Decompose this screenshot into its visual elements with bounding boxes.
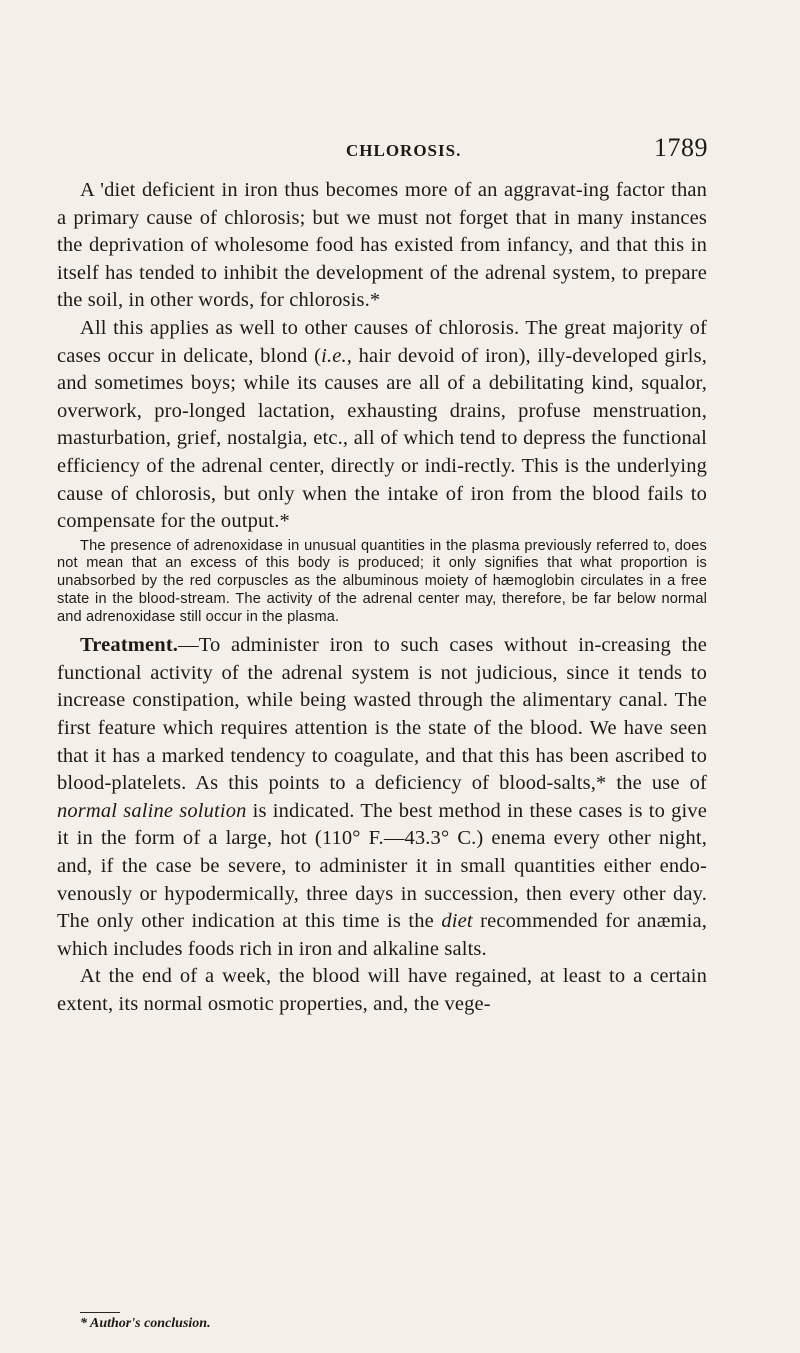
running-title: CHLOROSIS. — [346, 141, 462, 160]
treatment-segment: diet — [441, 910, 473, 933]
treatment-segment: —To administer iron to such cases without in-creasing the functional activity of the adrenal system is not judicious, since it tends to increase constipation, while being wasted through the alimentary canal. The first feature which requires attention is the state of the blood. We have seen that it has a marked tendency to coagulate, and that this has been ascribed to blood-platelets. As this points to a deficiency of blood-salts,* the use of — [57, 634, 707, 795]
paragraph-segment: A 'diet deficient in iron thus becomes more of an aggravat-ing factor than a primary cause of chlorosis; but we must not forget that in many instances the deprivation of wholesome food has existed from infancy, and that this in itself has tended to inhibit the development of the adrenal system, to prepare the soil, in other words, for chlorosis.* — [57, 179, 707, 312]
treatment-heading: Treatment. — [80, 634, 179, 657]
footnote-rule — [80, 1312, 120, 1313]
treatment-segment: recommended for anæmia, which includes foods rich in iron and alkaline salts. — [57, 910, 707, 960]
paragraph-segment: hair devoid of iron), illy-developed girls, and sometimes boys; while its causes are all of a debilitating kind, squalor, overwork, pro-longed lactation, exhausting drains, profuse menstruation, masturbation, grief, nostalgia, etc., all of which tend to depress the functional efficiency of the adrenal center, directly or indi-rectly. This is the underlying cause of chlorosis, but only when the intake of iron from the blood fails to compensate for the output.* — [57, 344, 707, 533]
paragraph-treatment — [57, 632, 707, 963]
treatment-segment: is indicated. The best method in these cases is to give it in the form of a large, hot (110° F.—43.3° C.) enema every other night, and, if the case be severe, to administer it in small quantities either endo-venously or hypodermically, three days in succession, then every other day. The only other indication at this time is the — [57, 799, 708, 933]
running-head — [60, 133, 720, 169]
small-print-note: The presence of adrenoxidase in unusual quantities in the plasma previously referred to, does not mean that an excess of this body is produced; it only signifies that what proportion is unabsorbed by the red corpuscles as the albuminous moiety of hæmoglobin circulates in a free state in the blood-stream. The activity of the adrenal center may, therefore, be far below normal and adrenoxidase still occur in the plasma. — [57, 537, 707, 625]
paragraph-causes — [57, 315, 707, 536]
paragraph-final: At the end of a week, the blood will have regained, at least to a certain extent, its normal osmotic properties, and, the vege- — [57, 965, 707, 1015]
paragraph-segment: i.e., — [321, 344, 353, 367]
page-number: 1789 — [654, 133, 708, 162]
paragraph-segment: All this applies as well to other causes of chlorosis. The great majority of cases occur in delicate, blond ( — [57, 316, 707, 367]
treatment-text — [57, 634, 707, 960]
paragraph-diet — [57, 177, 707, 315]
treatment-segment: normal saline solution — [57, 799, 247, 822]
page-body — [57, 177, 707, 1019]
footnote: * Author's conclusion. — [80, 1316, 211, 1331]
